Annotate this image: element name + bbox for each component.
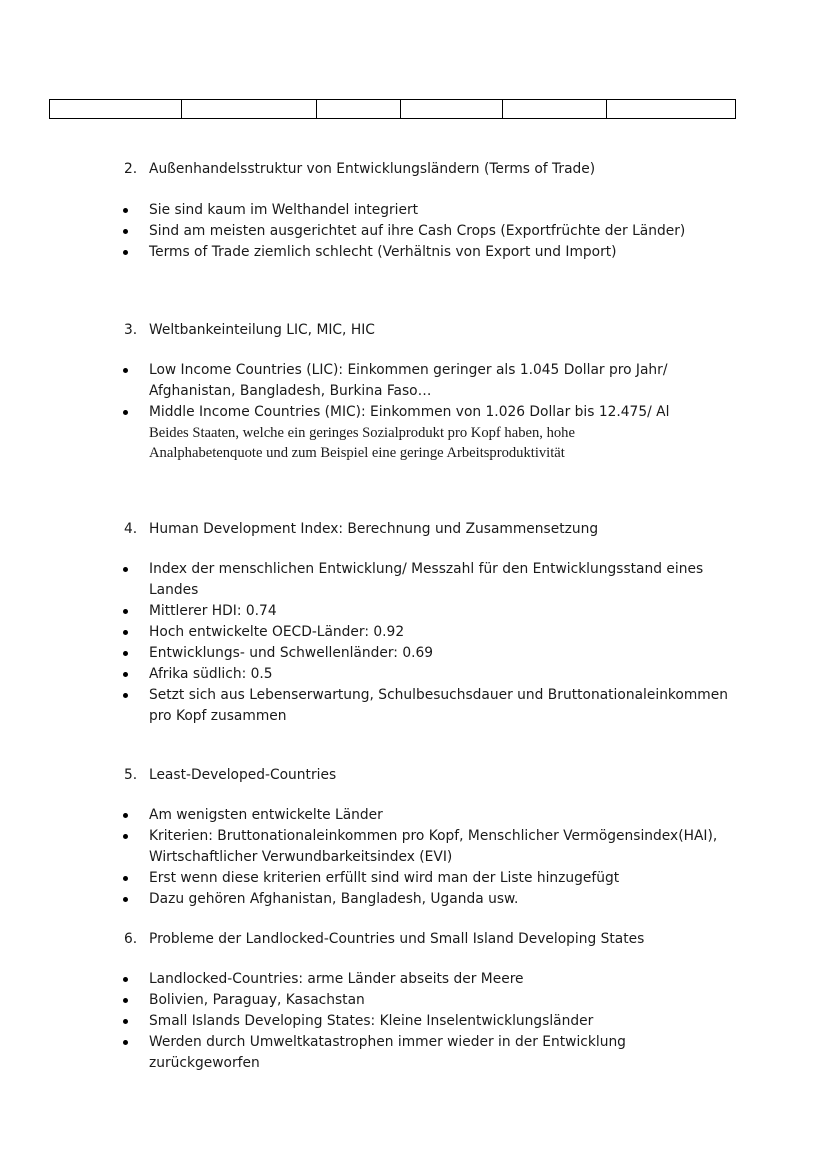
list-item-text: Werden durch Umweltkatastrophen immer wieder in der Entwicklung bbox=[149, 1034, 626, 1050]
bullet-list-6 bbox=[122, 969, 722, 1074]
section-number: 2. bbox=[124, 161, 138, 177]
list-item bbox=[122, 402, 722, 423]
section-title: Probleme der Landlocked-Countries und Small Island Developing States bbox=[149, 931, 645, 947]
table-cell bbox=[503, 100, 607, 119]
table-cell bbox=[317, 100, 401, 119]
bullet-list-4 bbox=[122, 559, 728, 727]
list-item-text: Middle Income Countries (MIC): Einkommen von 1.026 Dollar bis 12.475/ Al bbox=[149, 404, 670, 420]
list-item bbox=[122, 622, 722, 643]
serif-note bbox=[149, 423, 575, 463]
section-heading-3 bbox=[124, 322, 375, 339]
list-item-text: pro Kopf zusammen bbox=[149, 708, 287, 724]
list-item-text: Am wenigsten entwickelte Länder bbox=[149, 807, 383, 823]
list-item-text: Entwicklungs- und Schwellenländer: 0.69 bbox=[149, 645, 434, 661]
list-item-text: Landes bbox=[149, 582, 199, 598]
list-item-text: Index der menschlichen Entwicklung/ Messzahl für den Entwicklungsstand eines bbox=[149, 561, 704, 577]
list-item bbox=[122, 990, 722, 1011]
list-item bbox=[122, 868, 722, 889]
table-cell bbox=[401, 100, 503, 119]
section-number: 3. bbox=[124, 322, 138, 338]
table-cell bbox=[182, 100, 317, 119]
top-table bbox=[49, 99, 736, 119]
list-item bbox=[122, 969, 722, 990]
list-item bbox=[122, 889, 722, 910]
list-item bbox=[122, 805, 722, 826]
list-item-text: Hoch entwickelte OECD-Länder: 0.92 bbox=[149, 624, 405, 640]
list-item bbox=[122, 601, 722, 622]
section-heading-5 bbox=[124, 767, 336, 784]
list-item-text: Wirtschaftlicher Verwundbarkeitsindex (EVI) bbox=[149, 849, 453, 865]
bullet-list-3 bbox=[122, 360, 722, 423]
list-item bbox=[122, 685, 728, 727]
section-heading-4 bbox=[124, 521, 598, 538]
list-item-text: Sind am meisten ausgerichtet auf ihre Cash Crops (Exportfrüchte der Länder) bbox=[149, 223, 686, 239]
list-item bbox=[122, 360, 722, 402]
list-item-text: Sie sind kaum im Welthandel integriert bbox=[149, 202, 419, 218]
list-item-text: Low Income Countries (LIC): Einkommen geringer als 1.045 Dollar pro Jahr/ bbox=[149, 362, 668, 378]
list-item-text: Landlocked-Countries: arme Länder abseits der Meere bbox=[149, 971, 524, 987]
section-number: 4. bbox=[124, 521, 138, 537]
section-title: Außenhandelsstruktur von Entwicklungsländern (Terms of Trade) bbox=[149, 161, 596, 177]
list-item-text: Erst wenn diese kriterien erfüllt sind wird man der Liste hinzugefügt bbox=[149, 870, 620, 886]
list-item bbox=[122, 643, 722, 664]
list-item bbox=[122, 826, 722, 868]
list-item-text: Kriterien: Bruttonationaleinkommen pro Kopf, Menschlicher Vermögensindex(HAI), bbox=[149, 828, 718, 844]
list-item-text: Setzt sich aus Lebenserwartung, Schulbesuchsdauer und Bruttonationaleinkommen bbox=[149, 687, 728, 703]
list-item-text: Afghanistan, Bangladesh, Burkina Faso… bbox=[149, 383, 432, 399]
section-heading-6 bbox=[124, 931, 644, 948]
section-title: Human Development Index: Berechnung und Zusammensetzung bbox=[149, 521, 599, 537]
list-item bbox=[122, 1032, 722, 1074]
section-title: Least-Developed-Countries bbox=[149, 767, 337, 783]
bullet-list-5 bbox=[122, 805, 722, 910]
list-item-text: Dazu gehören Afghanistan, Bangladesh, Uganda usw. bbox=[149, 891, 519, 907]
list-item-text: zurückgeworfen bbox=[149, 1055, 260, 1071]
list-item-text: Terms of Trade ziemlich schlecht (Verhältnis von Export und Import) bbox=[149, 244, 617, 260]
list-item-text: Small Islands Developing States: Kleine Inselentwicklungsländer bbox=[149, 1013, 594, 1029]
section-number: 6. bbox=[124, 931, 138, 947]
serif-note-line: Beides Staaten, welche ein geringes Sozialprodukt pro Kopf haben, hohe bbox=[149, 425, 575, 441]
list-item bbox=[122, 200, 722, 221]
list-item bbox=[122, 242, 722, 263]
section-number: 5. bbox=[124, 767, 138, 783]
serif-note-line: Analphabetenquote und zum Beispiel eine geringe Arbeitsproduktivität bbox=[149, 445, 565, 461]
table-cell bbox=[607, 100, 736, 119]
section-title: Weltbankeinteilung LIC, MIC, HIC bbox=[149, 322, 375, 338]
list-item-text: Afrika südlich: 0.5 bbox=[149, 666, 273, 682]
list-item bbox=[122, 1011, 722, 1032]
list-item bbox=[122, 559, 722, 601]
list-item-text: Bolivien, Paraguay, Kasachstan bbox=[149, 992, 365, 1008]
section-heading-2 bbox=[124, 161, 595, 178]
bullet-list-2 bbox=[122, 200, 722, 263]
table-row bbox=[50, 100, 736, 119]
table-cell bbox=[50, 100, 182, 119]
list-item-text: Mittlerer HDI: 0.74 bbox=[149, 603, 277, 619]
list-item bbox=[122, 221, 722, 242]
list-item bbox=[122, 664, 722, 685]
